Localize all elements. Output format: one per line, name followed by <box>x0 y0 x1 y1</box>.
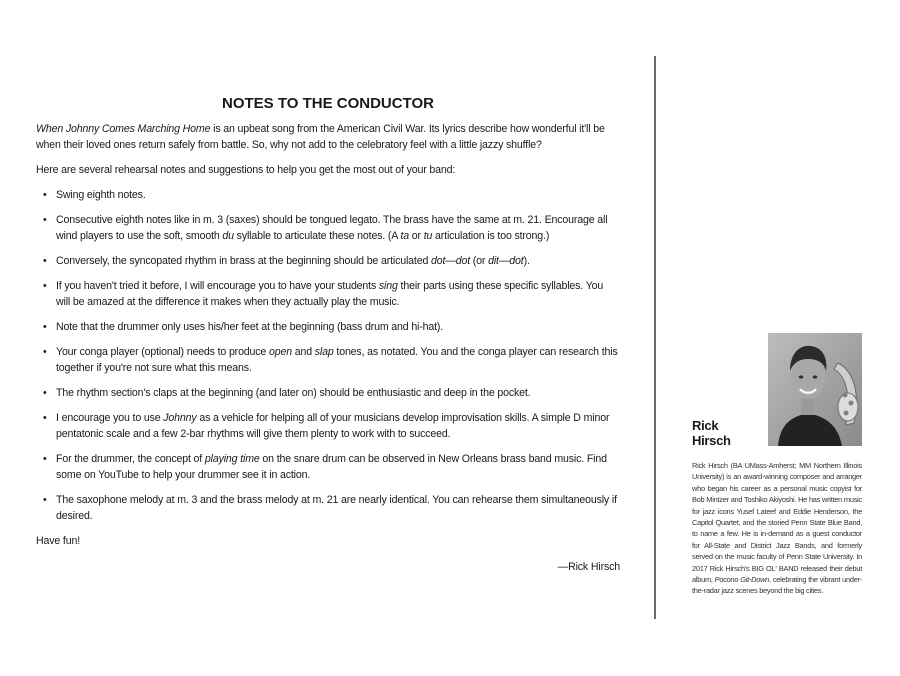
signature: —Rick Hirsch <box>557 561 620 573</box>
page-title: NOTES TO THE CONDUCTOR <box>222 95 434 112</box>
note-item: • If you haven't tried it before, I will encourage you to have your students sing their parts using these specific syllables. You will be amazed at the difference it makes when they actually play the music. <box>36 278 620 310</box>
note-item: • Consecutive eighth notes like in m. 3 (saxes) should be tongued legato. The brass have the same at m. 21. Encourage all wind players to use the soft, smooth du syllable to articulate these notes. (A ta or tu articulation is too strong.) <box>36 212 620 244</box>
author-photo <box>768 333 862 446</box>
conductor-notes <box>36 94 620 575</box>
signoff: Have fun! <box>36 535 80 547</box>
rehearsal-notes-list <box>36 187 620 524</box>
note-item: • Your conga player (optional) needs to produce open and slap tones, as notated. You and the conga player can research this together if you're not sure what this means. <box>36 344 620 376</box>
note-item: • For the drummer, the concept of playing time on the snare drum can be observed in New Orleans brass band music. Find some on YouTube to help your drummer see it in action. <box>36 451 620 483</box>
lead-in-paragraph: Here are several rehearsal notes and suggestions to help you get the most out of your band: <box>36 164 456 176</box>
note-item: • The rhythm section's claps at the beginning (and later on) should be enthusiastic and deep in the pocket. <box>36 385 620 401</box>
column-divider <box>654 56 656 619</box>
intro-text: is an upbeat song from the American Civil War. Its lyrics describe how wonderful it'll be when their loved ones return safely from battle. So, why not add to the celebratory feel with a little jazzy shuffle? <box>36 123 605 151</box>
note-item: • Conversely, the syncopated rhythm in brass at the beginning should be articulated dot—dot (or dit—dot). <box>36 253 620 269</box>
song-title: When Johnny Comes Marching Home <box>36 123 211 135</box>
note-item: • Note that the drummer only uses his/her feet at the beginning (bass drum and hi-hat). <box>36 319 620 335</box>
bio-name: Rick Hirsch <box>692 418 731 448</box>
album-title: Pocono Git-Down <box>714 575 770 585</box>
intro-paragraph <box>36 121 620 153</box>
note-item: • Swing eighth notes. <box>36 187 620 203</box>
author-portrait-graphic <box>768 333 862 446</box>
note-item: • The saxophone melody at m. 3 and the brass melody at m. 21 are nearly identical. You can rehearse them simultaneously if desired. <box>36 492 620 524</box>
note-item: • I encourage you to use Johnny as a vehicle for helping all of your musicians develop improvisation skills. A simple D minor pentatonic scale and a few 2-bar rhythms will give them plenty to work with to succeed. <box>36 410 620 442</box>
bio-text: Rick Hirsch (BA UMass-Amherst; MM Northern Illinois University) is an award-winning composer and arranger who began his career as a personal music copyist for Bob Mintzer and Toshiko Akiyoshi. He has written music for jazz icons Yusef Lateef and Eddie Henderson, the Capitol Quartet, and the storied Penn State Blue Band, to name a few. He is in-demand as a guest conductor for All-State and District Jazz Bands, and formerly served on the music faculty of Penn State University. In 2017 Rick Hirsch's BIG OL' BAND released their debut album, Pocono Git-Down, celebrating the vibrant under-the-radar jazz scenes beyond the big cities. <box>692 461 862 596</box>
